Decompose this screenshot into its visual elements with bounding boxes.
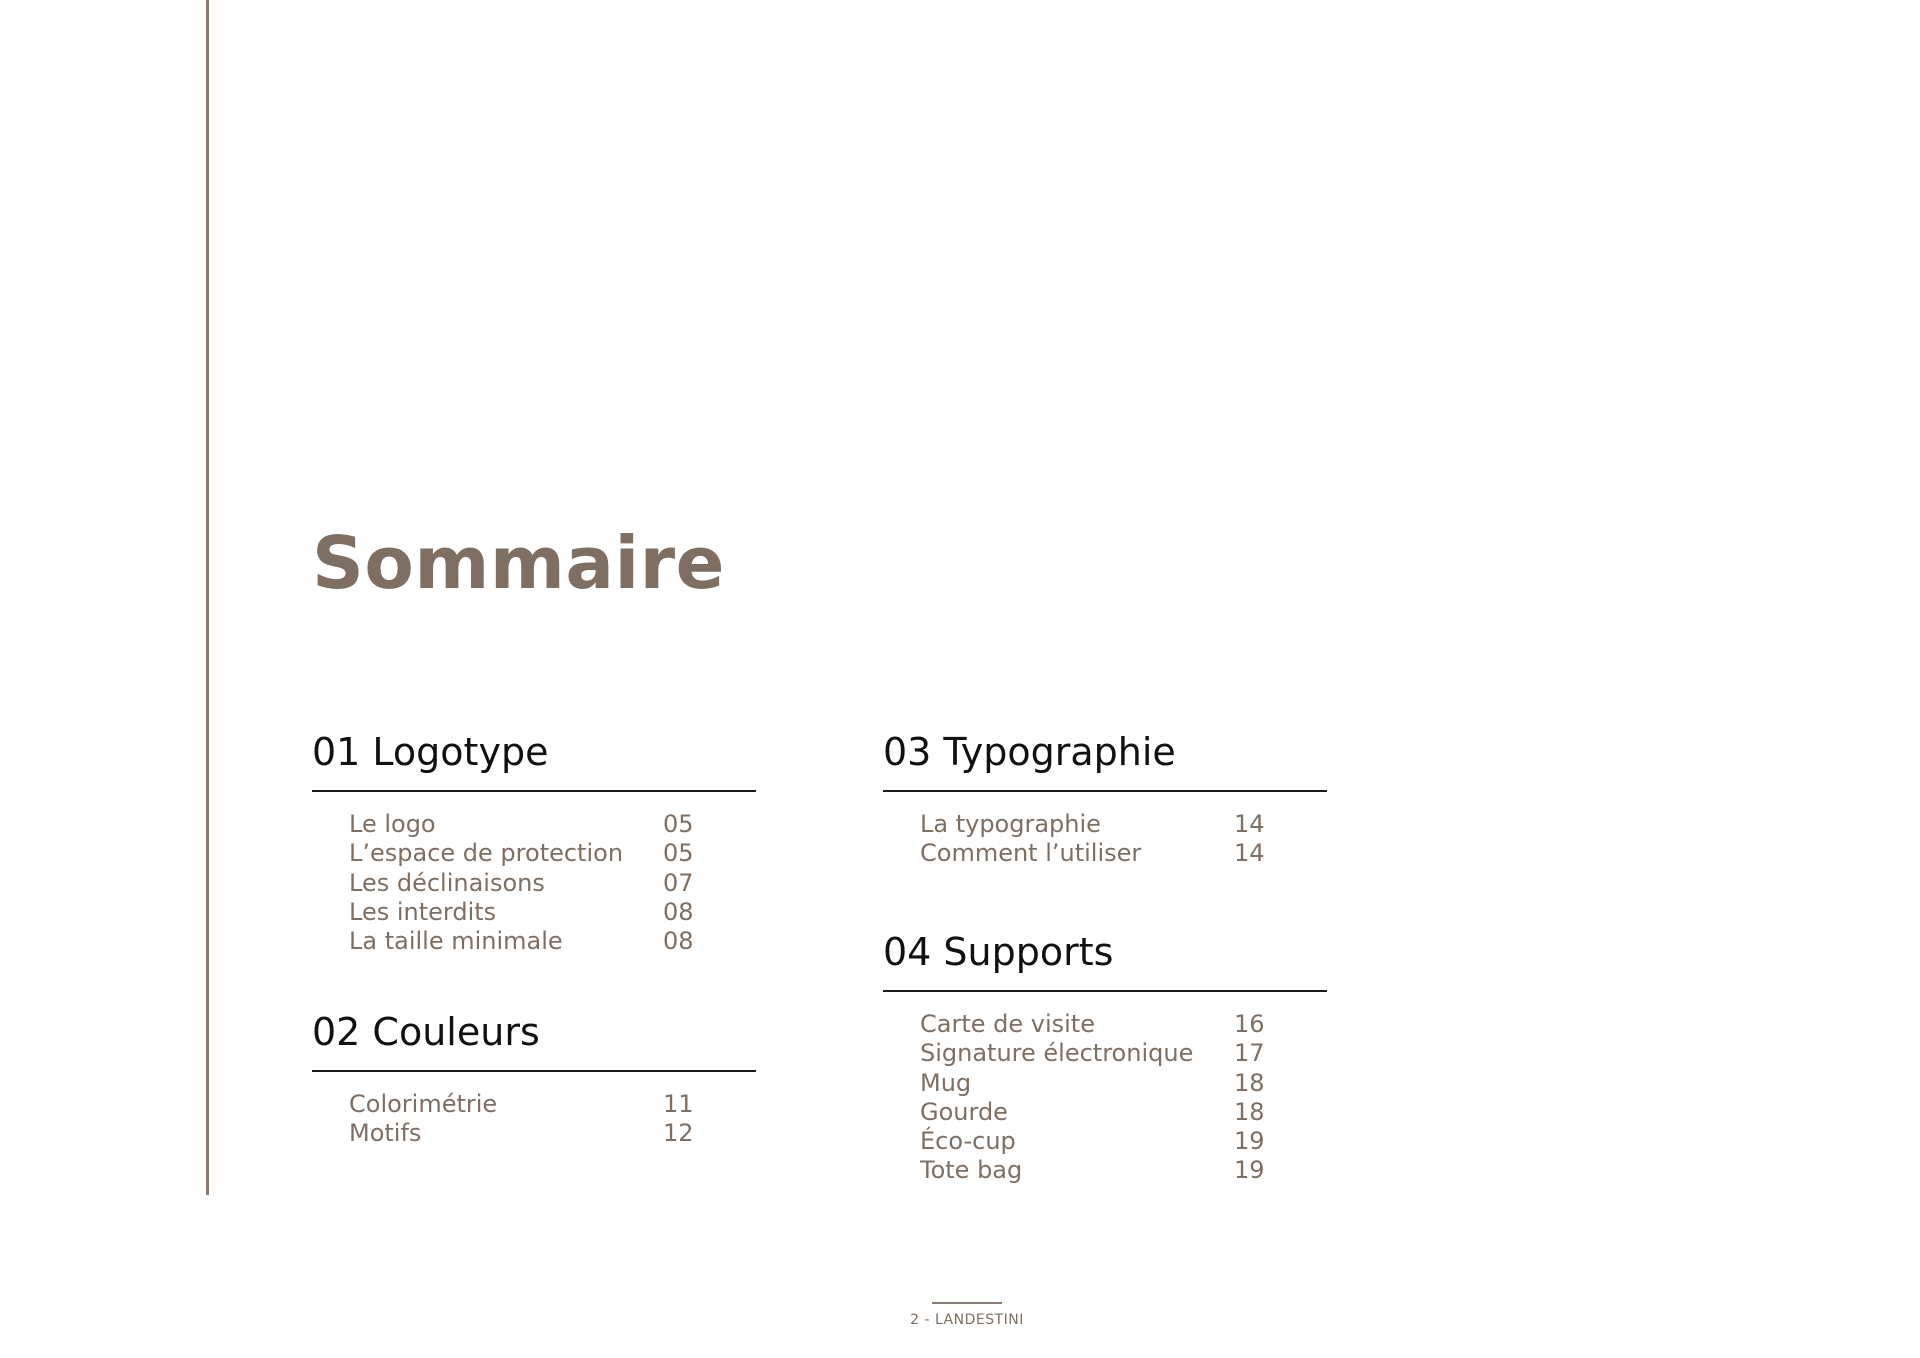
page-title: Sommaire xyxy=(312,521,725,605)
toc-entry-page-number: 18 xyxy=(1234,1068,1265,1097)
toc-entry-label: Mug xyxy=(920,1068,972,1097)
toc-section-logotype xyxy=(312,726,756,956)
toc-section-typographie xyxy=(883,726,1327,868)
toc-entry-page-number: 07 xyxy=(663,868,694,897)
toc-entry-list xyxy=(883,810,1327,869)
section-heading: 01 Logotype xyxy=(312,726,756,792)
toc-entry[interactable] xyxy=(883,810,1327,839)
toc-entry-label: Gourde xyxy=(920,1097,1008,1126)
toc-entry-label: Signature électronique xyxy=(920,1039,1194,1068)
toc-entry[interactable] xyxy=(883,1127,1327,1156)
toc-entry-page-number: 16 xyxy=(1234,1010,1265,1038)
toc-entry[interactable] xyxy=(312,839,756,868)
toc-entry-page-number: 19 xyxy=(1234,1156,1265,1185)
toc-entry[interactable] xyxy=(312,810,756,839)
toc-entry-page-number: 05 xyxy=(663,839,694,868)
toc-entry[interactable] xyxy=(312,927,756,956)
toc-entry-label: La typographie xyxy=(920,810,1101,838)
toc-entry-page-number: 05 xyxy=(663,810,694,838)
section-heading: 03 Typographie xyxy=(883,726,1327,792)
page-footer: 2 - LANDESTINI xyxy=(910,1312,1024,1328)
toc-entry[interactable] xyxy=(883,1156,1327,1185)
section-heading: 02 Couleurs xyxy=(312,1006,756,1072)
toc-entry-label: Le logo xyxy=(349,810,436,838)
toc-section-supports xyxy=(883,926,1327,1185)
toc-entry-label: Éco-cup xyxy=(920,1127,1016,1156)
toc-entry-label: Les déclinaisons xyxy=(349,868,545,897)
toc-entry-page-number: 18 xyxy=(1234,1097,1265,1126)
toc-entry[interactable] xyxy=(883,1039,1327,1068)
toc-entry-page-number: 08 xyxy=(663,927,694,956)
toc-entry-page-number: 08 xyxy=(663,897,694,926)
toc-entry-label: Carte de visite xyxy=(920,1010,1095,1038)
toc-entry[interactable] xyxy=(883,839,1327,868)
footer-rule xyxy=(932,1302,1002,1304)
toc-entry-label: Comment l’utiliser xyxy=(920,839,1142,868)
toc-entry-label: La taille minimale xyxy=(349,927,563,956)
left-margin-rule xyxy=(206,0,209,1195)
toc-entry-page-number: 12 xyxy=(663,1119,694,1148)
toc-entry[interactable] xyxy=(312,898,756,927)
toc-entry-page-number: 14 xyxy=(1234,839,1265,868)
section-heading: 04 Supports xyxy=(883,926,1327,992)
toc-entry[interactable] xyxy=(883,1010,1327,1039)
toc-entry-list xyxy=(312,1090,756,1149)
toc-entry[interactable] xyxy=(883,1098,1327,1127)
toc-entry[interactable] xyxy=(312,1119,756,1148)
toc-entry-label: Colorimétrie xyxy=(349,1090,498,1118)
toc-entry-label: Les interdits xyxy=(349,897,497,926)
toc-entry-label: L’espace de protection xyxy=(349,839,624,868)
toc-entry-page-number: 17 xyxy=(1234,1039,1265,1068)
toc-entry[interactable] xyxy=(312,1090,756,1119)
toc-entry[interactable] xyxy=(883,1069,1327,1098)
toc-entry-page-number: 19 xyxy=(1234,1127,1265,1156)
toc-entry-page-number: 14 xyxy=(1234,810,1265,838)
toc-entry-list xyxy=(883,1010,1327,1186)
toc-entry[interactable] xyxy=(312,869,756,898)
toc-entry-page-number: 11 xyxy=(663,1090,694,1118)
toc-entry-list xyxy=(312,810,756,956)
toc-section-couleurs xyxy=(312,1006,756,1148)
toc-entry-label: Tote bag xyxy=(920,1156,1023,1185)
toc-entry-label: Motifs xyxy=(349,1119,422,1148)
